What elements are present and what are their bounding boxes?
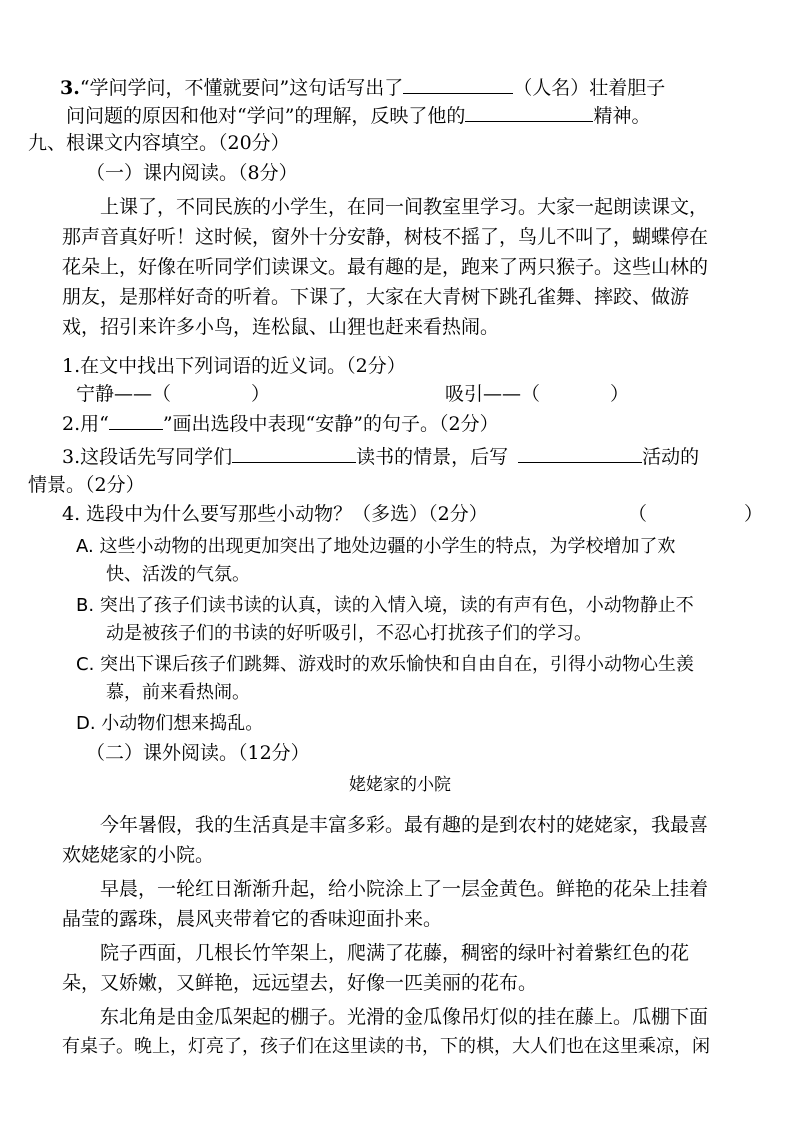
article-line: 今年暑假，我的生活真是丰富多彩。最有趣的是到农村的姥姥家，我最喜 <box>100 814 709 836</box>
article-line: 晶莹的露珠，晨风夹带着它的香味迎面扑来。 <box>62 908 443 930</box>
passage-line: 戏，招引来许多小鸟，连松鼠、山狸也赶来看热闹。 <box>62 316 500 338</box>
part-1-heading: （一）课内阅读。（8分） <box>86 162 298 184</box>
option-a[interactable]: A. 这些小动物的出现更加突出了地处边疆的小学生的特点，为学校增加了欢 <box>76 536 676 557</box>
article-line: 院子西面，几根长竹竿架上，爬满了花藤，稠密的绿叶衬着紫红色的花 <box>100 942 690 964</box>
q3-top-text-b: （人名）壮着胆子 <box>513 77 666 99</box>
question-3 <box>62 444 699 469</box>
spirit-blank[interactable] <box>465 103 593 122</box>
passage-line: 那声音真好听！这时候，窗外十分安静，树枝不摇了，鸟儿不叫了，蝴蝶停在 <box>62 226 709 248</box>
passage-line: 上课了，不同民族的小学生，在同一间教室里学习。大家一起朗读课文， <box>100 196 709 218</box>
section-9-heading: 九、根课文内容填空。（20分） <box>28 132 290 154</box>
activity-blank[interactable] <box>518 444 642 463</box>
q3-top-text-d: 精神。 <box>593 105 651 127</box>
q3-top-number: 3. <box>60 77 80 99</box>
synonym-b-label: 吸引——（ <box>445 383 541 405</box>
article-line: 东北角是由金瓜架起的棚子。光滑的金瓜像吊灯似的挂在藤上。瓜棚下面 <box>100 1006 709 1028</box>
part-2-heading: （二）课外阅读。（12分） <box>86 742 310 764</box>
synonym-item-b <box>445 382 629 406</box>
option-c-cont: 慕，前来看热闹。 <box>106 682 250 703</box>
q2-text-a: 2.用“ <box>62 413 109 435</box>
article-line: 早晨，一轮红日渐渐升起，给小院涂上了一层金黄色。鲜艳的花朵上挂着 <box>100 878 709 900</box>
q4-paren-close: ） <box>744 503 764 525</box>
synonym-a-end: ） <box>251 383 271 405</box>
q3-text-a: 3.这段话先写同学们 <box>62 446 233 468</box>
question-1: 1.在文中找出下列词语的近义词。（2分） <box>62 355 406 377</box>
question-3-cont: 情景。（2分） <box>28 474 145 496</box>
reading-manner-blank[interactable] <box>232 444 356 463</box>
person-name-blank[interactable] <box>403 75 513 94</box>
article-line: 有桌子。晚上，灯亮了，孩子们在这里读的书，下的棋，大人们也在这里乘凉，闲 <box>62 1036 710 1057</box>
article-line: 朵，又娇嫩，又鲜艳，远远望去，好像一匹美丽的花布。 <box>62 972 538 994</box>
article-line: 欢姥姥家的小院。 <box>62 844 215 866</box>
option-b-cont: 动是被孩子们的书读的好听吸引，不忍心打扰孩子们的学习。 <box>106 623 592 644</box>
underline-mark-blank <box>109 411 163 430</box>
option-d[interactable]: D. 小动物们想来捣乱。 <box>76 713 264 734</box>
q3-top-text-c: 问问题的原因和他对“学问”的理解，反映了他的 <box>66 105 466 127</box>
question-2 <box>62 411 499 436</box>
option-c[interactable]: C. 突出下课后孩子们跳舞、游戏时的欢乐愉快和自由自在，引得小动物心生羡 <box>76 654 695 675</box>
q4-paren-open: （ <box>628 503 648 525</box>
passage-line: 花朵上，好像在听同学们读课文。最有趣的是，跑来了两只猴子。这些山林的 <box>62 256 709 278</box>
question-4: 4. 选段中为什么要写那些小动物？（多选）（2分） <box>62 503 488 525</box>
synonym-a-label: 宁静——（ <box>76 383 172 405</box>
q3-top-line2 <box>66 103 650 128</box>
synonym-b-end: ） <box>610 383 630 405</box>
q3-top-text-a: “学问学问，不懂就要问”这句话写出了 <box>79 77 404 99</box>
article-title: 姥姥家的小院 <box>349 775 451 795</box>
q3-text-c: 活动的 <box>642 446 700 468</box>
synonym-item-a <box>76 382 270 406</box>
q4-answer-blank[interactable] <box>650 502 740 526</box>
q2-text-b: ”画出选段中表现“安静”的句子。（2分） <box>162 413 499 435</box>
option-b[interactable]: B. 突出了孩子们读书读的认真，读的入情入境，读的有声有色，小动物静止不 <box>76 595 694 616</box>
option-a-cont: 快、活泼的气氛。 <box>106 564 250 585</box>
q3-text-b: 读书的情景，后写 <box>356 446 509 468</box>
q3-top-line1 <box>60 75 665 100</box>
passage-line: 朋友，是那样好奇的听着。下课了，大家在大青树下跳孔雀舞、摔跤、做游 <box>62 286 690 308</box>
